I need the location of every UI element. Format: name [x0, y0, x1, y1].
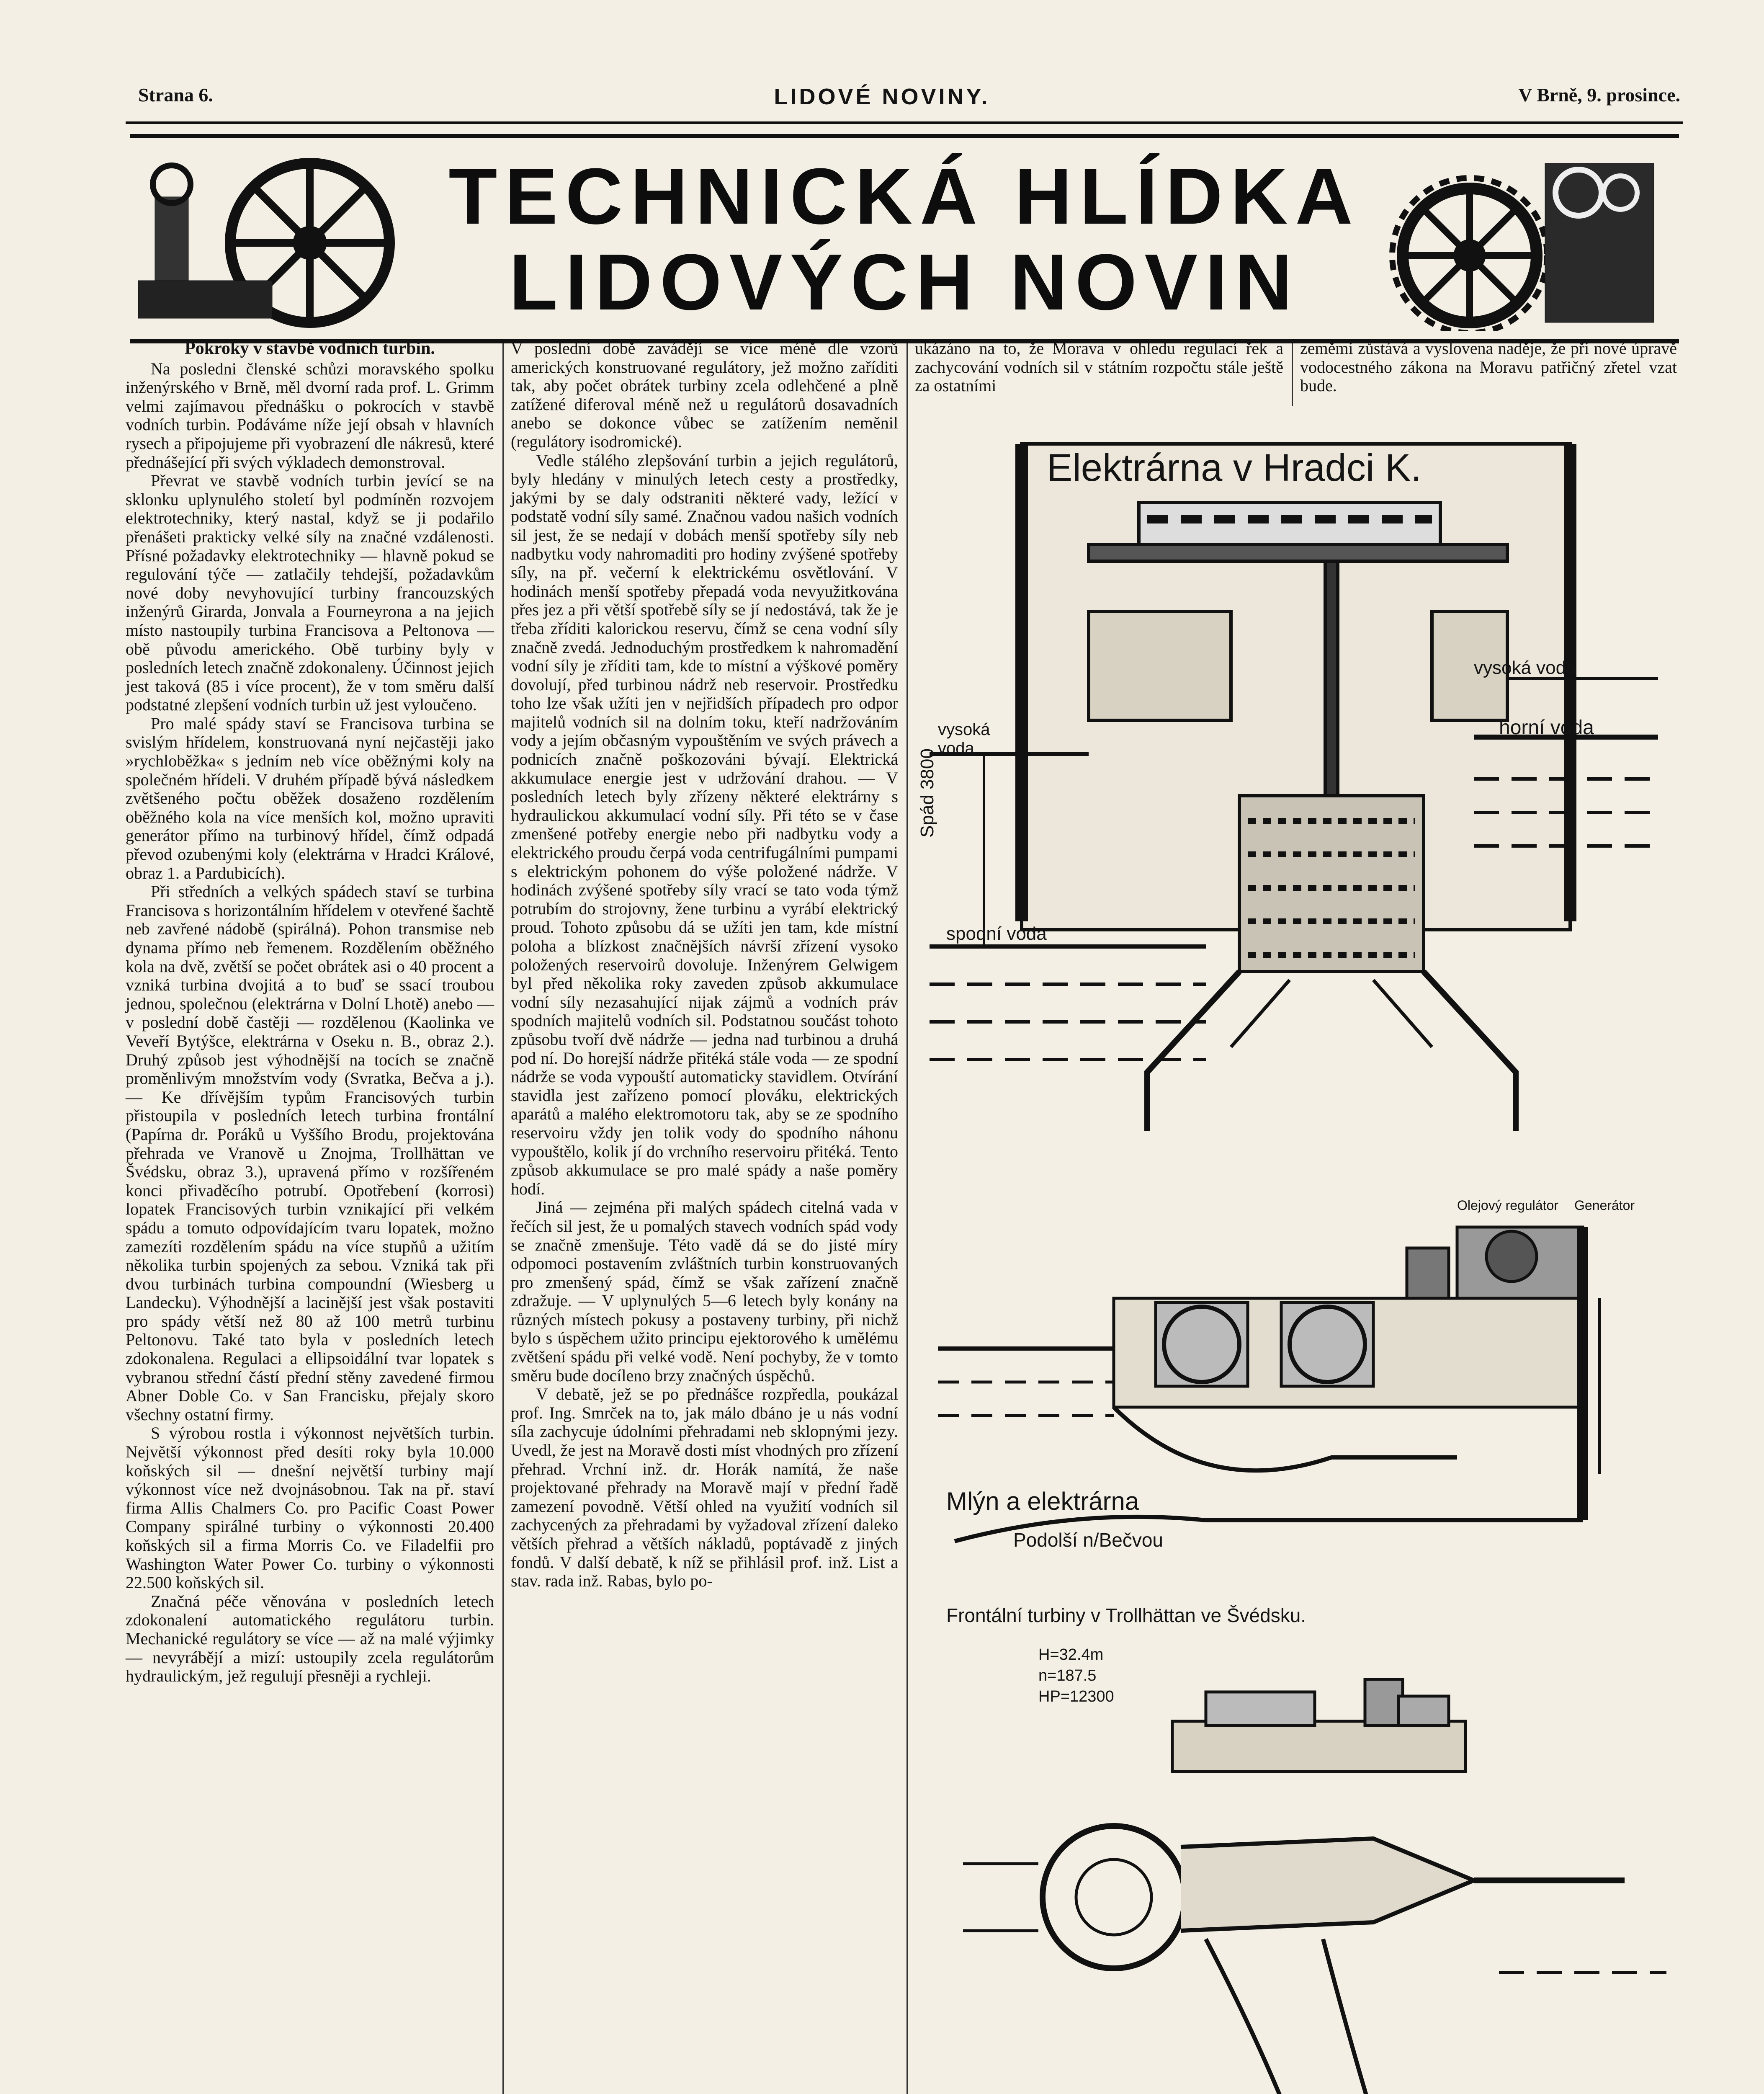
figure-2: [913, 1164, 1679, 1570]
paragraph: Jiná — zejména při malých spádech citelná vada v řečích sil jest, že u pomalých stavech vodních spád vody se značně zmenšuje. Této vadě dá se do jisté míry odpomoci postavením zvláštních turbin konstruovaných pro zmenšený spád, čímž se však zařízení značně zdražuje. — V uplynulých 5—6 letech byly konány na různých místech pokusy a postaveny turbiny, při nichž bylo s úspěchem užito principu ejektorového k umělému zvětšení spádu při velké vodě. Není pochyby, že v tomto směru bude docíleno brzy značných úspěchů.: [511, 1198, 898, 1385]
spec-head: H=32.4m: [1038, 1646, 1104, 1663]
spec-rpm: n=187.5: [1038, 1667, 1097, 1684]
paragraph: ukázáno na to, že Morava v ohledu regulací řek a zachycování vodních sil v státním rozpočtu stále ještě za ostatními: [915, 339, 1283, 395]
paragraph: Při středních a velkých spádech staví se turbina Francisova s horizontálním hřídelem v otevřené šachtě neb zavřené nádobě (spirálná). Pohon transmise neb dynama přímo neb řemenem. Rozdělením oběžného kola na dvě, zvětší se počet obrátek asi o 40 procent a vzniká turbina dvojitá a to buď se ssací troubou jednou, společnou (elektrárna v Dolní Lhotě) anebo — v poslední době častěji — rozdělenou (Kaolinka ve Veveří Bytýšce, elektrárna v Oseku n. B., obraz 2.). Druhý způsob jest výhodnější na tocích se značně proměnlivým množstvím vody (Svratka, Bečva a j.). — Ke dřívějším typům Francisových turbin přistoupila v posledních letech turbina frontální (Papírna dr. Poráků u Vyššího Brodu, projektována přehrada ve Vranově u Znojma, Trollhättan ve Švédsku, obraz 3.), upravená přímo v rozšířeném konci přivaděcího potrubí. Opotřebení (korrosi) lopatek Francisových turbin vznikající při velkém spádu a tomuto odpovídajícím tvaru lopatek, možno zamezíti rozdělením spádu na více stupňů a užitím několika turbin spojených za sebou. Vzniká tak při dvou turbinách turbina compoundní (Wiesberg u Landecku). Výhodnější a lacinější jest však postaviti pro spády větší než 80 až 100 metrů turbinu Peltonovu. Také tato byla v posledních letech zdokonalena. Regulaci a ellipsoidální tvar lopatek s vybranou střední částí přední stěny zavedené firmou Abner Doble Co. v San Francisku, přejaly skoro všechny ostatní firmy.: [126, 882, 494, 1424]
article-column-1: [126, 339, 494, 2094]
column-divider: [1292, 343, 1293, 406]
article-column-2: [511, 339, 898, 2094]
masthead-line-1: TECHNICKÁ HLÍDKA: [448, 152, 1360, 241]
label-vysoka-voda: vysoká voda: [1474, 658, 1576, 678]
label-spodni-voda: spodní voda: [946, 923, 1047, 944]
paragraph: Vedle stálého zlepšování turbin a jejich regulátorů, byly hledány v minulých letech cesty a prostředky, jakými by se daly odstraniti některé vady, ležící v podstatě vodní síly samé. Značnou vadou našich vodních sil jest, že se nedají v dobách menší spotřeby síly neb nadbytku vody nahromaditi pro hodiny zvýšené spotřeby síly, na př. večerní k elektrickému osvětlování. V hodinách menší spotřeby přepadá voda nevyužitkována přes jez a při větší spotřebě síly se jí nedostává, tak že je třeba zříditi kalorickou reservu, čímž se cena vodní síly značně zvedá. Jednoduchým prostředkem k nahromadění vodní síly je zříditi tam, kde to místní a výškové poměry dovolují, před turbinou nádrž neb reservoir. Prostředku toho lze však užíti jen v nejřidších případech pro odpor majitelů vodních sil na dolním toku, kteří nadržováním vody a jejím občasným vypouštěním ve svých právech a podnicích značně poškozováni bývají. Elektrická akkumulace energie jest v udržování drahou. — V posledních letech byly zřízeny některé elektrárny s hydraulickou akkumulací vodní síly. Při této se v čase zmenšené potřeby energie nebo při nadbytku vody a elektrického proudu čerpá voda centrifugálními pumpami s elektrickým pohonem do výše položené nádrže. V hodinách zvýšené spotřeby síly vrací se tato voda týmž potrubím do strojovny, žene turbinu a vyrábí elektrický proud. Tohoto způsobu dá se užíti jen tam, kde místní poloha a blízkost značnějších návrší zřízení vysoko položených reservoirů dovoluje. Inženýrem Gelwigem byl před několika roky zaveden způsob akkumulace vodní síly nezasahující nijak zájmů a vodních práv spodních majitelů vodních sil. Podstatnou součást tohoto způsobu tvoří dvě nádrže — jedna nad turbinou a druhá pod ní. Do horejší nádrže přitéká stále voda — ze spodní nádrže se voda vypouští automaticky stavidlem. Otvírání stavidla jest zařízeno pomocí plováku, elektrických aparátů a malého elektromotoru tak, aby se ze spodního reservoiru vždy jen tolik vody do spodního náhonu vypouštělo, kolik jí do vrchního reservoiru přitéká. Tento způsob akkumulace se pro malé spády a naše poměry hodí.: [511, 451, 898, 1198]
article-title: Pokroky v stavbě vodních turbin.: [185, 339, 435, 358]
masthead-line-2: LIDOVÝCH NOVIN: [509, 238, 1300, 327]
label-regulator: Olejový regulátor: [1457, 1198, 1558, 1213]
column-divider: [502, 343, 504, 2094]
label-horni-voda: horní voda: [1499, 717, 1594, 739]
page-number: Strana 6.: [138, 84, 213, 106]
paragraph: zeměmi zůstává a vyslovena naděje, že při nové úpravě vodocestného zákona na Moravu patřičný zřetel vzat bude.: [1300, 339, 1677, 395]
label-spad: Spád 3800: [917, 748, 937, 838]
paragraph: Pro malé spády staví se Francisova turbina se svislým hřídelem, konstruovaná nyní nejčastěji jako »rychloběžka« s jedním neb více oběžnými koly na společném hřídeli. V druhém případě bývá následkem zvětšeného počtu oběžek dosaženo rozdělením oběžného kola na více menších kol, možno upraviti generátor přímo na turbinový hřídel, čímž odpadá převod ozubenými koly (elektrárna v Hradci Králové, obraz 1. a Pardubicích).: [126, 714, 494, 882]
label-generator: Generátor: [1574, 1198, 1635, 1213]
masthead: [130, 134, 1679, 343]
paragraph: V poslední době zavádějí se více méně dle vzorů amerických konstruované regulátory, jež možno zaříditi tak, aby počet obrátek turbiny zcela odlehčené a plně zatížené diferoval méně než u regulátorů dosavadních anebo se dokonce vůbec se zatížením neměnil (regulátory isodromické).: [511, 339, 898, 451]
column-divider: [906, 343, 908, 2094]
newspaper-name: LIDOVÉ NOVINY.: [774, 84, 990, 109]
paragraph: Převrat ve stavbě vodních turbin jevící se na sklonku uplynulého století byl podmíněn rozvojem elektrotechniky, který nastal, když se ji podařilo přenášeti prakticky velké síly na značné vzdálenosti. Přísné požadavky elektrotechniky — hlavně pokud se regulování týče — zatlačily tehdejší, požadavkům nové doby nevyhovující turbiny francouzských inženýrů Girarda, Jonvala a Fourneyrona a na jejich místo nastoupily turbina Francisova a Peltonova — obě původu amerického. Obě turbiny byly v posledních letech značně zdokonaleny. Účinnost jejich jest taková (85 i více procent), že v tom směru další podstatné zlepšení vodních turbin už jest vyloučeno.: [126, 471, 494, 714]
figure-3-caption: Frontální turbiny v Trollhättan ve Švédsku.: [946, 1604, 1306, 1626]
paragraph: V debatě, jež se po přednášce rozpředla, poukázal prof. Ing. Smrček na to, jak málo dbáno je u nás vodní síla zachycuje údolními přehradami neb sklopnými jezy. Uvedl, že jest na Moravě dosti míst vhodných pro zřízení přehrad. Vrchní inž. dr. Horák namítá, že naše projektované přehrady na Moravě mají v přední řadě zamezení povodně. Větší ohled na využití vodních sil zachycených za přehradami by vyžadoval zřízení daleko větších přehrad a větších nákladů, poptávadě z jiných fondů. V další debatě, k níž se přihlásil prof. inž. List a stav. rada inž. Rabas, bylo po-: [511, 1385, 898, 1591]
paragraph: Na posledni členské schůzi moravského spolku inženýrského v Brně, měl dvorní rada prof. L. Grimm velmi zajímavou přednášku o pokrocích v stavbě vodních turbin. Podáváme níže její obsah v hlavních rysech a připojujeme při vyobrazení dle nákresů, které přednášející při svých výkladech demonstroval.: [126, 359, 494, 472]
figure-3: [913, 1596, 1679, 2094]
figure-2-caption: Mlýn a elektrárna: [946, 1487, 1139, 1515]
label-vysoka-voda-left: vysoká voda: [938, 720, 990, 758]
header-rule: [126, 121, 1683, 124]
frontal-turbine-drawing: [913, 1596, 1679, 2094]
article-column-4: [1300, 339, 1677, 402]
spec-power: HP=12300: [1038, 1688, 1114, 1705]
turbine-section-drawing: [913, 419, 1679, 1139]
figure-1-caption: Elektrárna v Hradci K.: [1047, 446, 1422, 489]
paragraph: S výrobou rostla i výkonnost největších turbin. Největší výkonnost před desíti roky byla 10.000 koňských sil — dnešní největší turbiny mají výkonnost více než dvojnásobnou. Tak na př. staví firma Allis Chalmers Co. pro Pacific Coast Power Company spirálné turbiny o výkonnosti 20.400 koňských sil a firma Morris Co. ve Filadelfii pro Washington Water Power Co. turbiny o výkonnosti 22.500 koňských sil.: [126, 1424, 494, 1592]
figure-1: [913, 419, 1679, 1139]
paragraph: Značná péče věnována v posledních letech zdokonalení automatického regulátoru turbin. Mechanické regulátory se více — až na malé výjimky — nevyrábějí a mizí: ustoupily zcela regulátorům hydraulickým, jež regulují přesněji a rychleji.: [126, 1591, 494, 1686]
issue-date: V Brně, 9. prosince.: [1518, 84, 1680, 106]
article-column-3: [915, 339, 1283, 402]
figure-2-subcaption: Podolší n/Bečvou: [1013, 1529, 1164, 1551]
